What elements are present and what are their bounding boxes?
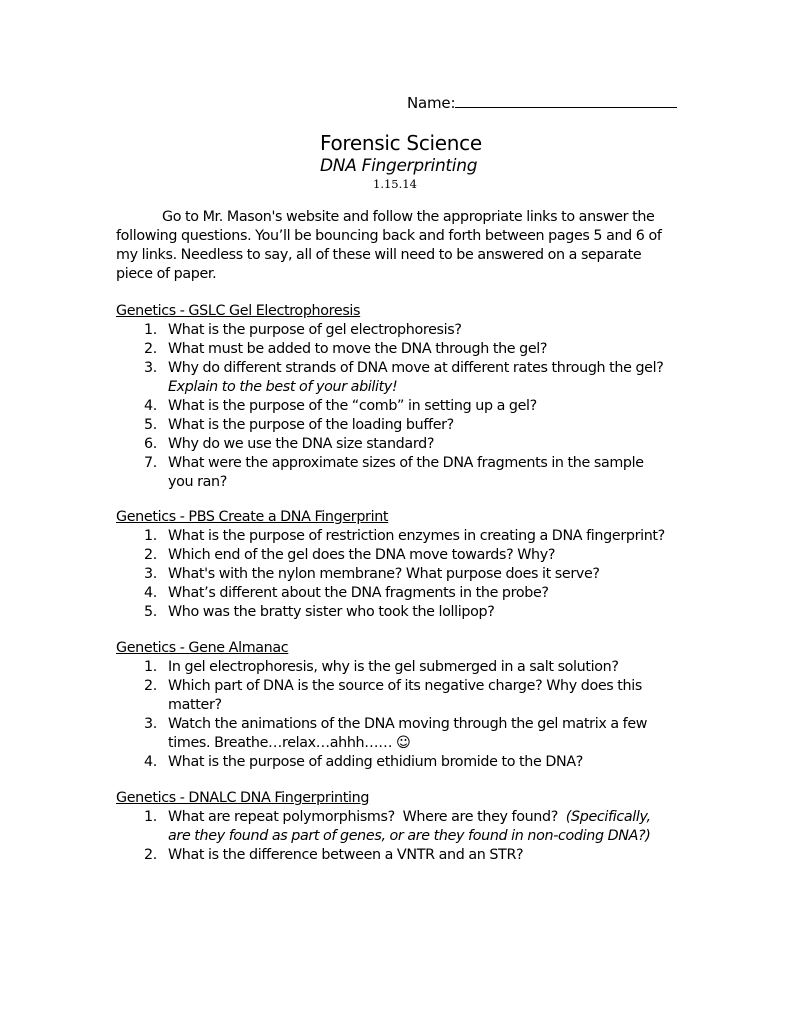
question-item — [116, 677, 716, 715]
section-heading: Genetics - PBS Create a DNA Fingerprint — [116, 509, 389, 525]
question-item — [116, 584, 716, 603]
question-item — [116, 340, 716, 359]
question-item — [116, 565, 716, 584]
question-text: What is the purpose of the “comb” in setting up a gel? — [168, 398, 537, 414]
question-list — [116, 808, 716, 865]
section-pbs-create-dna-fingerprint — [116, 508, 716, 622]
question-list — [116, 658, 716, 772]
question-text: Who was the bratty sister who took the lollipop? — [168, 604, 495, 620]
question-text: What were the approximate sizes of the DNA fragments in the sample — [168, 455, 644, 471]
question-text: What's with the nylon membrane? What purpose does it serve? — [168, 566, 600, 582]
name-field — [407, 92, 677, 112]
question-number: 3. — [144, 566, 157, 582]
section-heading: Genetics - Gene Almanac — [116, 640, 289, 656]
question-number: 2. — [144, 678, 157, 694]
document-title: Forensic Science — [320, 131, 482, 155]
question-text-plain: What are repeat polymorphisms? Where are they found? — [168, 809, 566, 825]
question-text: What is the purpose of the loading buffer? — [168, 417, 454, 433]
question-number: 6. — [144, 436, 157, 452]
question-item — [116, 397, 716, 416]
question-text: What must be added to move the DNA through the gel? — [168, 341, 548, 357]
section-gene-almanac — [116, 639, 716, 772]
question-number: 3. — [144, 716, 157, 732]
question-item — [116, 359, 716, 397]
question-item — [116, 435, 716, 454]
question-item — [116, 753, 716, 772]
question-number: 4. — [144, 585, 157, 601]
question-item — [116, 715, 716, 753]
section-heading: Genetics - DNALC DNA Fingerprinting — [116, 790, 370, 806]
question-number: 1. — [144, 322, 157, 338]
question-item — [116, 527, 716, 546]
question-list — [116, 321, 716, 492]
question-text: What is the purpose of adding ethidium bromide to the DNA? — [168, 754, 583, 770]
question-text: What’s different about the DNA fragments in the probe? — [168, 585, 549, 601]
question-item — [116, 808, 716, 846]
question-number: 2. — [144, 547, 157, 563]
name-label: Name: — [407, 94, 456, 112]
question-text: In gel electrophoresis, why is the gel submerged in a salt solution? — [168, 659, 619, 675]
question-text: What is the purpose of gel electrophoresis? — [168, 322, 462, 338]
question-text: Why do we use the DNA size standard? — [168, 436, 435, 452]
question-number: 1. — [144, 528, 157, 544]
question-text: you ran? — [168, 474, 228, 490]
question-text: times. Breathe…relax…ahhh…… ☺ — [168, 735, 411, 751]
intro-line: following questions. You’ll be bouncing back and forth between pages 5 and 6 of — [116, 228, 662, 244]
question-number: 3. — [144, 360, 157, 376]
document-date: 1.15.14 — [373, 177, 417, 191]
question-number: 1. — [144, 809, 157, 825]
question-number: 2. — [144, 341, 157, 357]
question-text — [168, 808, 716, 827]
name-blank-line — [455, 92, 677, 108]
question-item — [116, 321, 716, 340]
question-text: Why do different strands of DNA move at different rates through the gel? — [168, 360, 664, 376]
intro-line: my links. Needless to say, all of these will need to be answered on a separate — [116, 247, 642, 263]
question-list — [116, 527, 716, 622]
question-number: 7. — [144, 455, 157, 471]
question-number: 1. — [144, 659, 157, 675]
question-note: Explain to the best of your ability! — [168, 379, 398, 395]
intro-line: piece of paper. — [116, 266, 217, 282]
question-text: What is the difference between a VNTR and an STR? — [168, 847, 524, 863]
question-item — [116, 416, 716, 435]
section-gslc-gel-electrophoresis — [116, 302, 716, 492]
question-text: Watch the animations of the DNA moving through the gel matrix a few — [168, 716, 648, 732]
intro-line: Go to Mr. Mason's website and follow the appropriate links to answer the — [162, 209, 655, 225]
question-number: 5. — [144, 604, 157, 620]
question-number: 4. — [144, 754, 157, 770]
question-item — [116, 454, 716, 492]
question-text: Which part of DNA is the source of its negative charge? Why does this — [168, 678, 642, 694]
intro-paragraph — [116, 208, 686, 284]
question-item — [116, 603, 716, 622]
section-heading: Genetics - GSLC Gel Electrophoresis — [116, 303, 361, 319]
question-item — [116, 658, 716, 677]
question-number: 2. — [144, 847, 157, 863]
document-subtitle: DNA Fingerprinting — [320, 156, 478, 176]
question-text: Which end of the gel does the DNA move towards? Why? — [168, 547, 556, 563]
question-item — [116, 546, 716, 565]
question-text: What is the purpose of restriction enzymes in creating a DNA fingerprint? — [168, 528, 665, 544]
question-item — [116, 846, 716, 865]
question-text: matter? — [168, 697, 222, 713]
section-dnalc-dna-fingerprinting — [116, 789, 716, 865]
question-number: 4. — [144, 398, 157, 414]
question-number: 5. — [144, 417, 157, 433]
question-note: are they found as part of genes, or are they found in non-coding DNA?) — [168, 828, 651, 844]
question-note: (Specifically, — [565, 809, 651, 825]
